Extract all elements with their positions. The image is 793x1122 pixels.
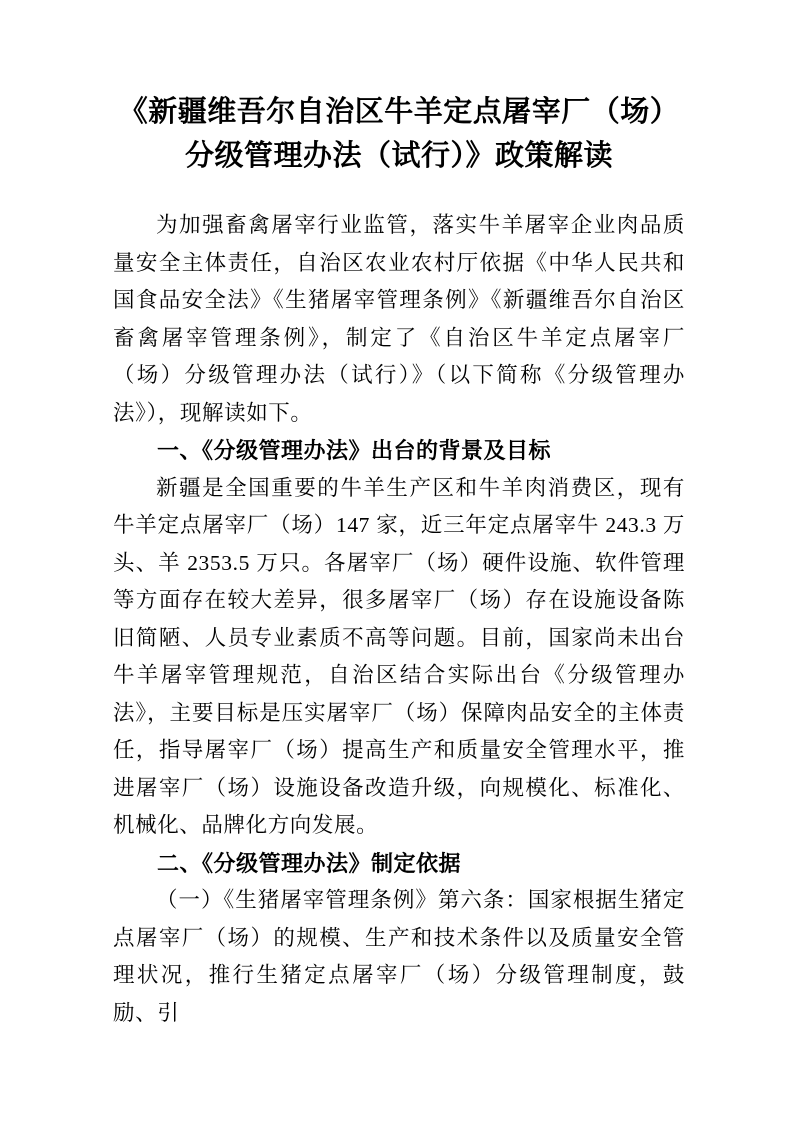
document-title-line-2: 分级管理办法（试行）》政策解读 (184, 140, 613, 172)
paragraph-intro: 为加强畜禽屠宰行业监管，落实牛羊屠宰企业肉品质量安全主体责任，自治区农业农村厅依据《中华人民共和国食品安全法》《生猪屠宰管理条例》《新疆维吾尔自治区畜禽屠宰管理条例》，制定了《自治区牛羊定点屠宰厂（场）分级管理办法（试行）》（以下简称《分级管理办法》），现解读如下。 (113, 213, 685, 425)
section-1-heading: 一、《分级管理办法》出台的背景及目标 (157, 438, 552, 463)
section-2-heading: 二、《分级管理办法》制定依据 (157, 850, 462, 876)
paragraph-section-2-basis: （一）《生猪屠宰管理条例》第六条：国家根据生猪定点屠宰厂（场）的规模、生产和技术条件以及质量安全管理状况，推行生猪定点屠宰厂（场）分级管理制度，鼓励、引 (113, 888, 685, 1025)
paragraph-section-1-background: 新疆是全国重要的牛羊生产区和牛羊肉消费区，现有牛羊定点屠宰厂（场）147 家，近三年定点屠宰牛 243.3 万头、羊 2353.5 万只。各屠宰厂（场）硬件设施、软件管理等方面存在较大差异，很多屠宰厂（场）存在设施设备陈旧简陋、人员专业素质不高等问题。目前，国家尚未出台牛羊屠宰管理规范，自治区结合实际出台《分级管理办法》，主要目标是压实屠宰厂（场）保障肉品安全的主体责任，指导屠宰厂（场）提高生产和质量安全管理水平，推进屠宰厂（场）设施设备改造升级，向规模化、标准化、机械化、品牌化方向发展。 (113, 475, 685, 837)
document-title (113, 90, 685, 178)
document-title-line-1: 《新疆维吾尔自治区牛羊定点屠宰厂（场） (118, 96, 680, 128)
